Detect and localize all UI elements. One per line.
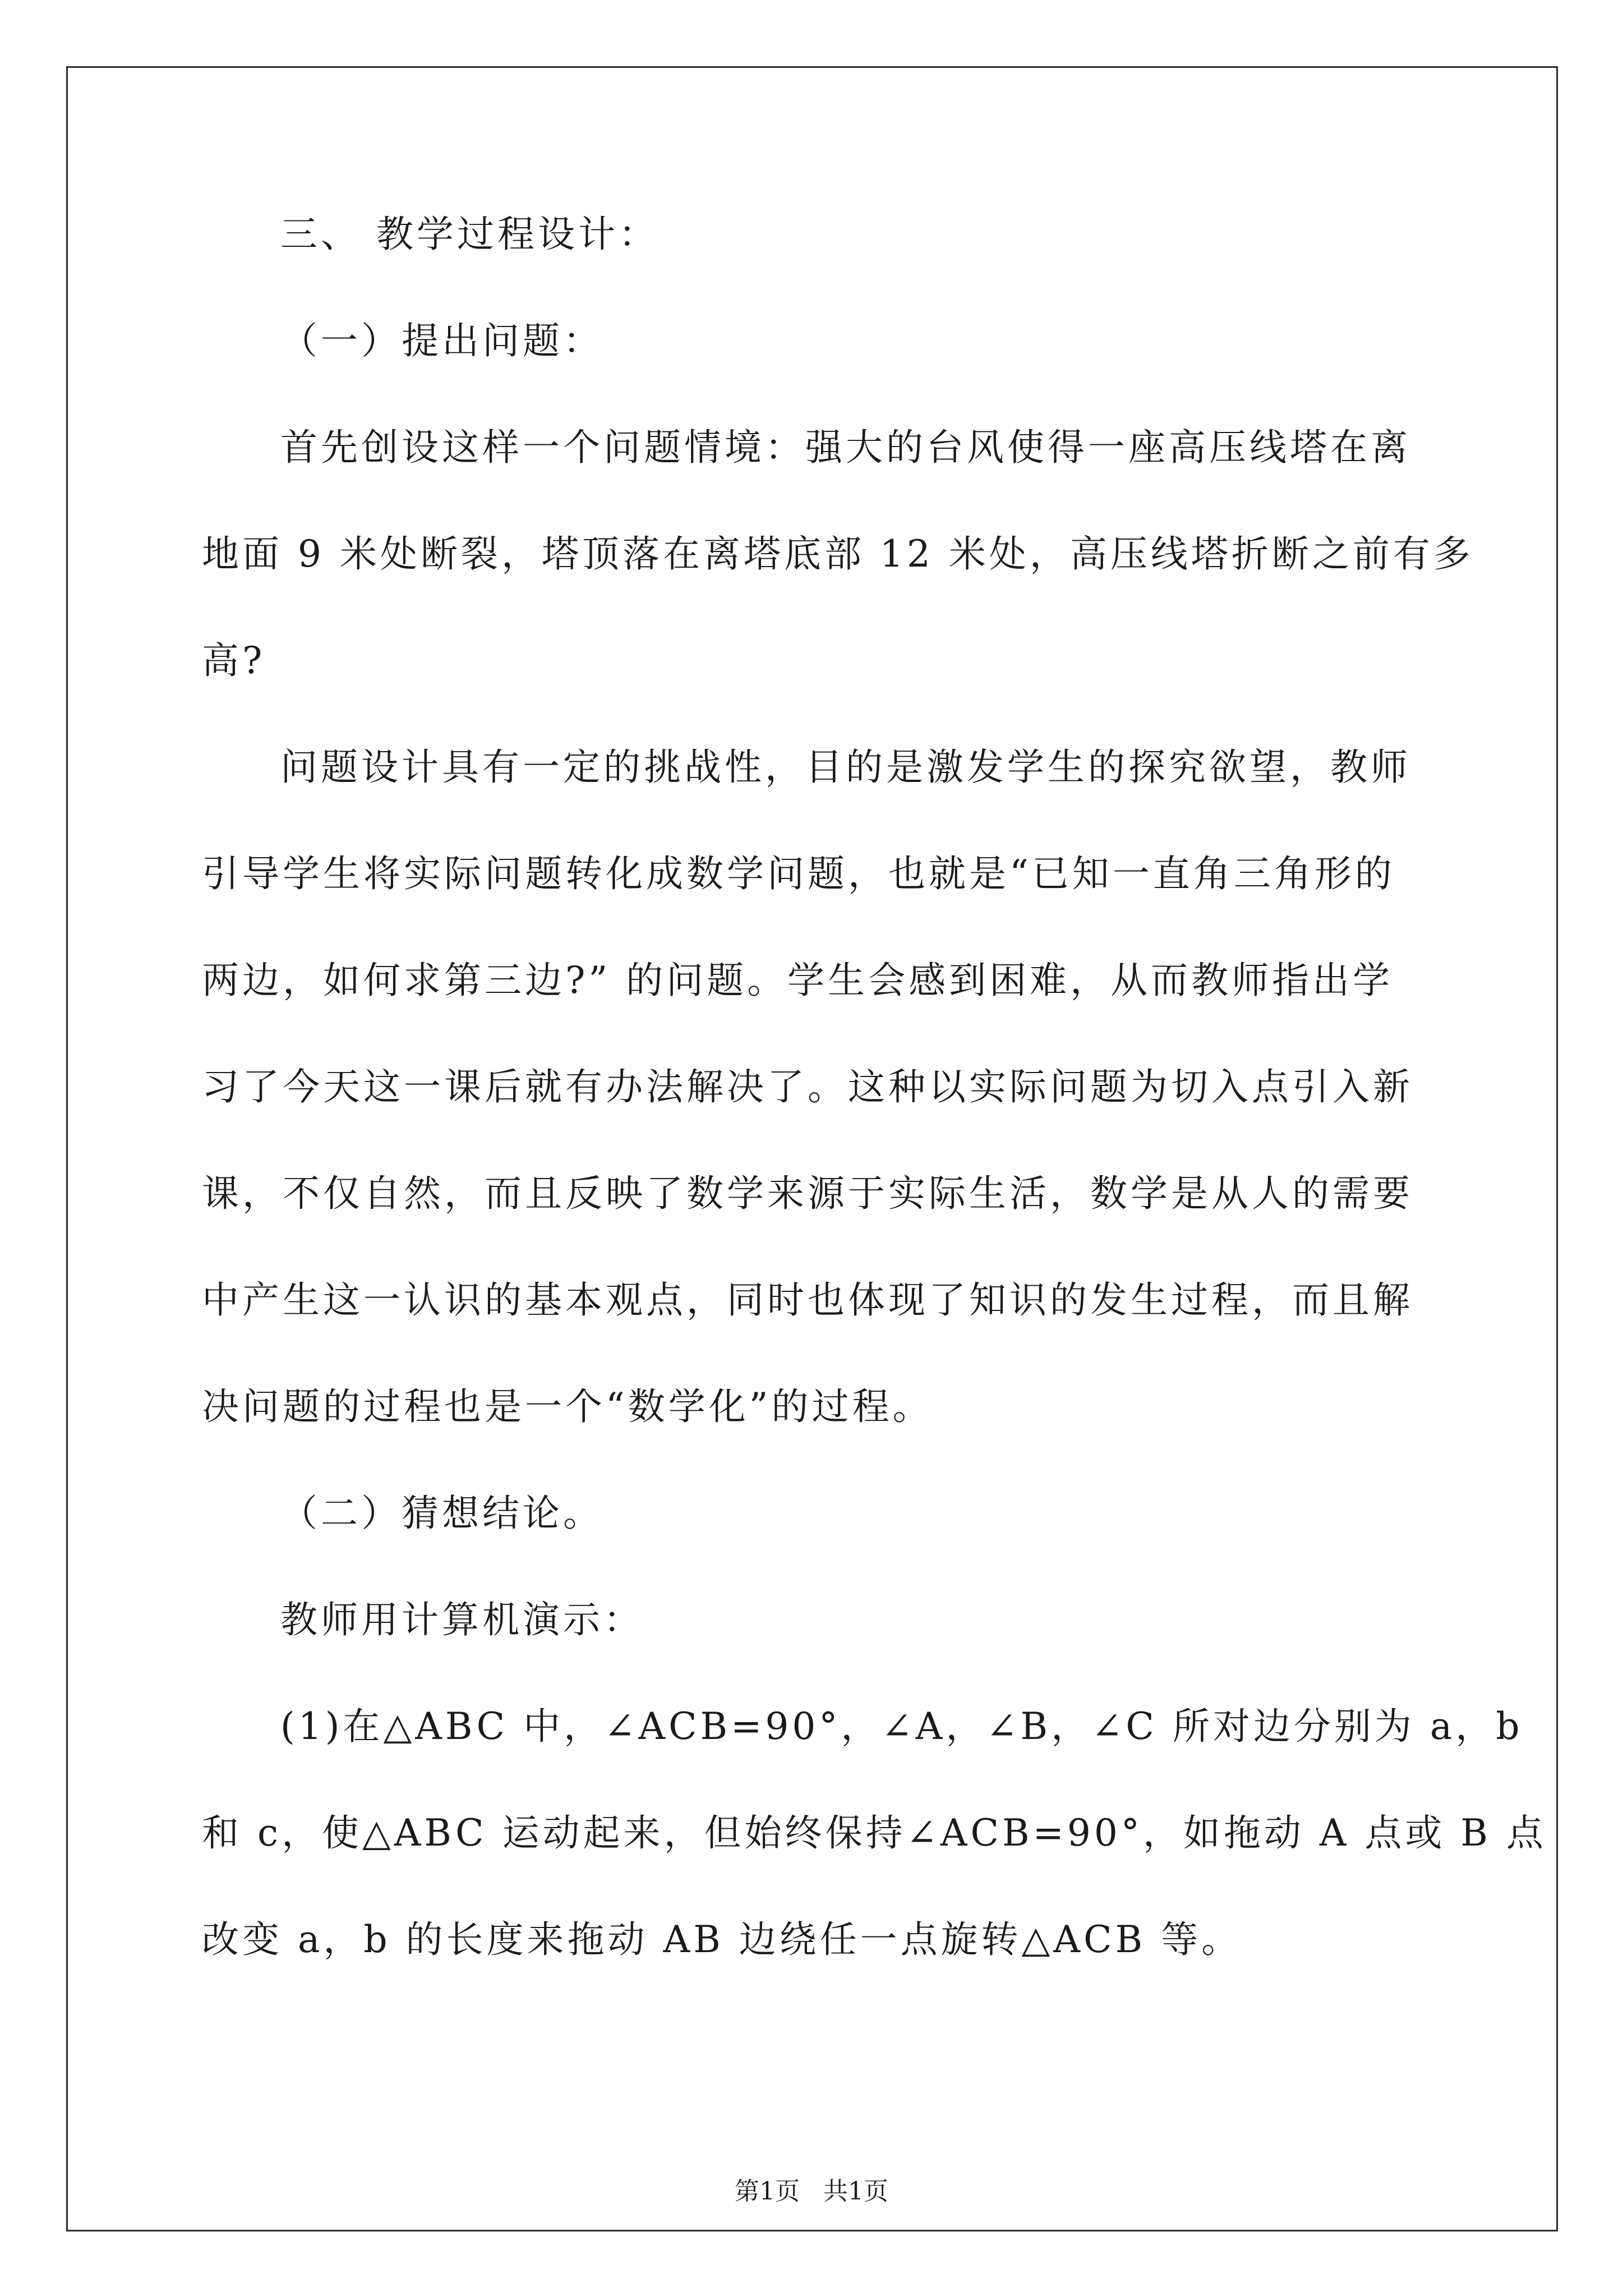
page-number-total: 共1页 xyxy=(823,2177,888,2206)
paragraph-line: 决问题的过程也是一个“数学化”的过程。 xyxy=(202,1385,933,1428)
paragraph-line: 中产生这一认识的基本观点，同时也体现了知识的发生过程，而且解 xyxy=(202,1278,1413,1322)
paragraph-line: 和 c，使△ABC 运动起来，但始终保持∠ACB=90°，如拖动 A 点或 B 点 xyxy=(202,1811,1547,1855)
section-heading: 三、 教学过程设计： xyxy=(280,213,659,256)
page-number-current: 第1页 xyxy=(735,2177,800,2206)
paragraph-line: 引导学生将实际问题转化成数学问题，也就是“已知一直角三角形的 xyxy=(202,852,1395,895)
subsection-title-1: （一）提出问题： xyxy=(280,319,603,362)
paragraph-line: 教师用计算机演示： xyxy=(280,1598,644,1641)
page-footer xyxy=(0,2171,1623,2207)
subsection-title-2: （二）猜想结论。 xyxy=(280,1492,603,1535)
paragraph-line: 问题设计具有一定的挑战性，目的是激发学生的探究欲望，教师 xyxy=(280,746,1411,789)
paragraph-line: 地面 9 米处断裂，塔顶落在离塔底部 12 米处，高压线塔折断之前有多 xyxy=(202,532,1474,576)
paragraph-line: 两边，如何求第三边?” 的问题。学生会感到困难，从而教师指出学 xyxy=(202,959,1394,1002)
page-border xyxy=(66,66,1558,2231)
paragraph-line: 习了今天这一课后就有办法解决了。这种以实际问题为切入点引入新 xyxy=(202,1065,1413,1108)
paragraph-line: 课，不仅自然，而且反映了数学来源于实际生活，数学是从人的需要 xyxy=(202,1172,1413,1215)
paragraph-line: 首先创设这样一个问题情境：强大的台风使得一座高压线塔在离 xyxy=(280,426,1411,469)
paragraph-line: 高? xyxy=(202,639,266,682)
paragraph-line: 改变 a，b 的长度来拖动 AB 边绕任一点旋转△ACB 等。 xyxy=(202,1918,1242,1961)
paragraph-line: (1)在△ABC 中，∠ACB=90°，∠A，∠B，∠C 所对边分别为 a，b xyxy=(280,1705,1523,1748)
